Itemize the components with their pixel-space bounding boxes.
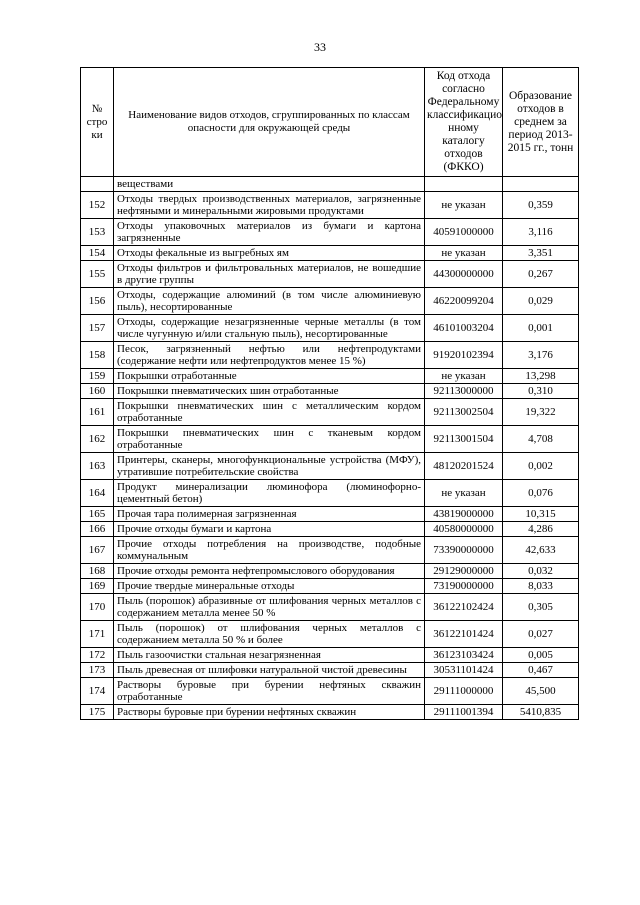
row-number: 158 (81, 342, 114, 369)
row-number: 167 (81, 537, 114, 564)
row-number: 160 (81, 384, 114, 399)
waste-code: 29111001394 (425, 705, 503, 720)
waste-name: Отходы, содержащие алюминий (в том числе алюминиевую пыль), несортированные (114, 288, 425, 315)
waste-amount: 0,001 (503, 315, 579, 342)
waste-code: 29111000000 (425, 678, 503, 705)
waste-code: 36123103424 (425, 648, 503, 663)
table-row (81, 705, 579, 720)
waste-amount: 42,633 (503, 537, 579, 564)
row-number: 175 (81, 705, 114, 720)
table-row (81, 678, 579, 705)
table-row (81, 219, 579, 246)
table-row (81, 426, 579, 453)
table-row (81, 507, 579, 522)
table-row (81, 453, 579, 480)
table-row (81, 621, 579, 648)
waste-code: 46101003204 (425, 315, 503, 342)
waste-code: 29129000000 (425, 564, 503, 579)
waste-name: Прочие отходы бумаги и картона (114, 522, 425, 537)
waste-code: не указан (425, 369, 503, 384)
row-number: 157 (81, 315, 114, 342)
table-row (81, 594, 579, 621)
header-waste-code: Код отхода согласно Федеральному классификацио нному каталогу отходов (ФККО) (425, 68, 503, 177)
waste-name: Покрышки пневматических шин отработанные (114, 384, 425, 399)
table-row (81, 579, 579, 594)
waste-code: 48120201524 (425, 453, 503, 480)
continuation-num (81, 177, 114, 192)
waste-amount: 4,286 (503, 522, 579, 537)
waste-code: 92113000000 (425, 384, 503, 399)
waste-amount: 0,032 (503, 564, 579, 579)
waste-amount: 5410,835 (503, 705, 579, 720)
continuation-row (81, 177, 579, 192)
continuation-text: веществами (114, 177, 425, 192)
waste-amount: 0,076 (503, 480, 579, 507)
waste-name: Прочие твердые минеральные отходы (114, 579, 425, 594)
table-row (81, 399, 579, 426)
waste-name: Пыль древесная от шлифовки натуральной чистой древесины (114, 663, 425, 678)
waste-name: Растворы буровые при бурении нефтяных скважин отработанные (114, 678, 425, 705)
table-row (81, 288, 579, 315)
table-row (81, 369, 579, 384)
row-number: 164 (81, 480, 114, 507)
table-row (81, 261, 579, 288)
table-row (81, 480, 579, 507)
row-number: 159 (81, 369, 114, 384)
waste-code: 92113002504 (425, 399, 503, 426)
waste-name: Пыль (порошок) от шлифования черных металлов с содержанием металла 50 % и более (114, 621, 425, 648)
waste-amount: 3,116 (503, 219, 579, 246)
table-row (81, 537, 579, 564)
row-number: 162 (81, 426, 114, 453)
row-number: 161 (81, 399, 114, 426)
row-number: 169 (81, 579, 114, 594)
waste-name: Пыль газоочистки стальная незагрязненная (114, 648, 425, 663)
waste-amount: 3,351 (503, 246, 579, 261)
continuation-code (425, 177, 503, 192)
waste-code: 36122101424 (425, 621, 503, 648)
table-row (81, 384, 579, 399)
waste-amount: 0,310 (503, 384, 579, 399)
waste-name: Покрышки пневматических шин с металлическим кордом отработанные (114, 399, 425, 426)
waste-amount: 19,322 (503, 399, 579, 426)
continuation-amount (503, 177, 579, 192)
waste-code: 46220099204 (425, 288, 503, 315)
waste-amount: 3,176 (503, 342, 579, 369)
waste-amount: 0,002 (503, 453, 579, 480)
waste-amount: 4,708 (503, 426, 579, 453)
row-number: 163 (81, 453, 114, 480)
table-row (81, 192, 579, 219)
waste-name: Пыль (порошок) абразивные от шлифования черных металлов с содержанием металла менее 50 % (114, 594, 425, 621)
table-row (81, 342, 579, 369)
waste-code: 40591000000 (425, 219, 503, 246)
waste-name: Отходы фекальные из выгребных ям (114, 246, 425, 261)
waste-name: Покрышки пневматических шин с тканевым кордом отработанные (114, 426, 425, 453)
row-number: 152 (81, 192, 114, 219)
waste-name: Отходы, содержащие незагрязненные черные металлы (в том числе чугунную и/или стальную пыль), несортированные (114, 315, 425, 342)
table-row (81, 648, 579, 663)
waste-code: 73190000000 (425, 579, 503, 594)
row-number: 153 (81, 219, 114, 246)
waste-amount: 10,315 (503, 507, 579, 522)
row-number: 155 (81, 261, 114, 288)
waste-amount: 0,359 (503, 192, 579, 219)
waste-code: 92113001504 (425, 426, 503, 453)
row-number: 165 (81, 507, 114, 522)
waste-table (80, 67, 579, 720)
waste-name: Принтеры, сканеры, многофункциональные устройства (МФУ), утратившие потребительские свойства (114, 453, 425, 480)
waste-code: 30531101424 (425, 663, 503, 678)
waste-name: Песок, загрязненный нефтью или нефтепродуктами (содержание нефти или нефтепродуктов менее 15 %) (114, 342, 425, 369)
header-waste-amount: Образование отходов в среднем за период 2013-2015 гг., тонн (503, 68, 579, 177)
waste-code: 36122102424 (425, 594, 503, 621)
waste-amount: 0,005 (503, 648, 579, 663)
waste-amount: 13,298 (503, 369, 579, 384)
table-row (81, 246, 579, 261)
waste-code: 91920102394 (425, 342, 503, 369)
waste-code: 73390000000 (425, 537, 503, 564)
waste-code: не указан (425, 192, 503, 219)
waste-amount: 45,500 (503, 678, 579, 705)
waste-name: Отходы фильтров и фильтровальных материалов, не вошедшие в другие группы (114, 261, 425, 288)
table-row (81, 522, 579, 537)
header-waste-name: Наименование видов отходов, сгруппированных по классам опасности для окружающей среды (114, 68, 425, 177)
waste-name: Продукт минерализации люминофора (люминофорно-цементный бетон) (114, 480, 425, 507)
waste-code: 40580000000 (425, 522, 503, 537)
waste-code: не указан (425, 480, 503, 507)
row-number: 170 (81, 594, 114, 621)
waste-name: Прочие отходы потребления на производстве, подобные коммунальным (114, 537, 425, 564)
table-header-row (81, 68, 579, 177)
waste-code: 43819000000 (425, 507, 503, 522)
waste-name: Отходы твердых производственных материалов, загрязненные нефтяными и минеральными жировыми продуктами (114, 192, 425, 219)
row-number: 172 (81, 648, 114, 663)
waste-code: не указан (425, 246, 503, 261)
row-number: 173 (81, 663, 114, 678)
page-number: 33 (314, 40, 326, 54)
waste-amount: 8,033 (503, 579, 579, 594)
waste-amount: 0,027 (503, 621, 579, 648)
waste-name: Покрышки отработанные (114, 369, 425, 384)
waste-name: Прочие отходы ремонта нефтепромыслового оборудования (114, 564, 425, 579)
waste-name: Растворы буровые при бурении нефтяных скважин (114, 705, 425, 720)
row-number: 156 (81, 288, 114, 315)
waste-name: Прочая тара полимерная загрязненная (114, 507, 425, 522)
waste-amount: 0,029 (503, 288, 579, 315)
waste-code: 44300000000 (425, 261, 503, 288)
waste-name: Отходы упаковочных материалов из бумаги и картона загрязненные (114, 219, 425, 246)
header-row-number: № стро ки (81, 68, 114, 177)
waste-amount: 0,267 (503, 261, 579, 288)
waste-amount: 0,467 (503, 663, 579, 678)
table-row (81, 315, 579, 342)
row-number: 171 (81, 621, 114, 648)
row-number: 166 (81, 522, 114, 537)
row-number: 168 (81, 564, 114, 579)
row-number: 174 (81, 678, 114, 705)
table-row (81, 663, 579, 678)
table-row (81, 564, 579, 579)
waste-amount: 0,305 (503, 594, 579, 621)
row-number: 154 (81, 246, 114, 261)
